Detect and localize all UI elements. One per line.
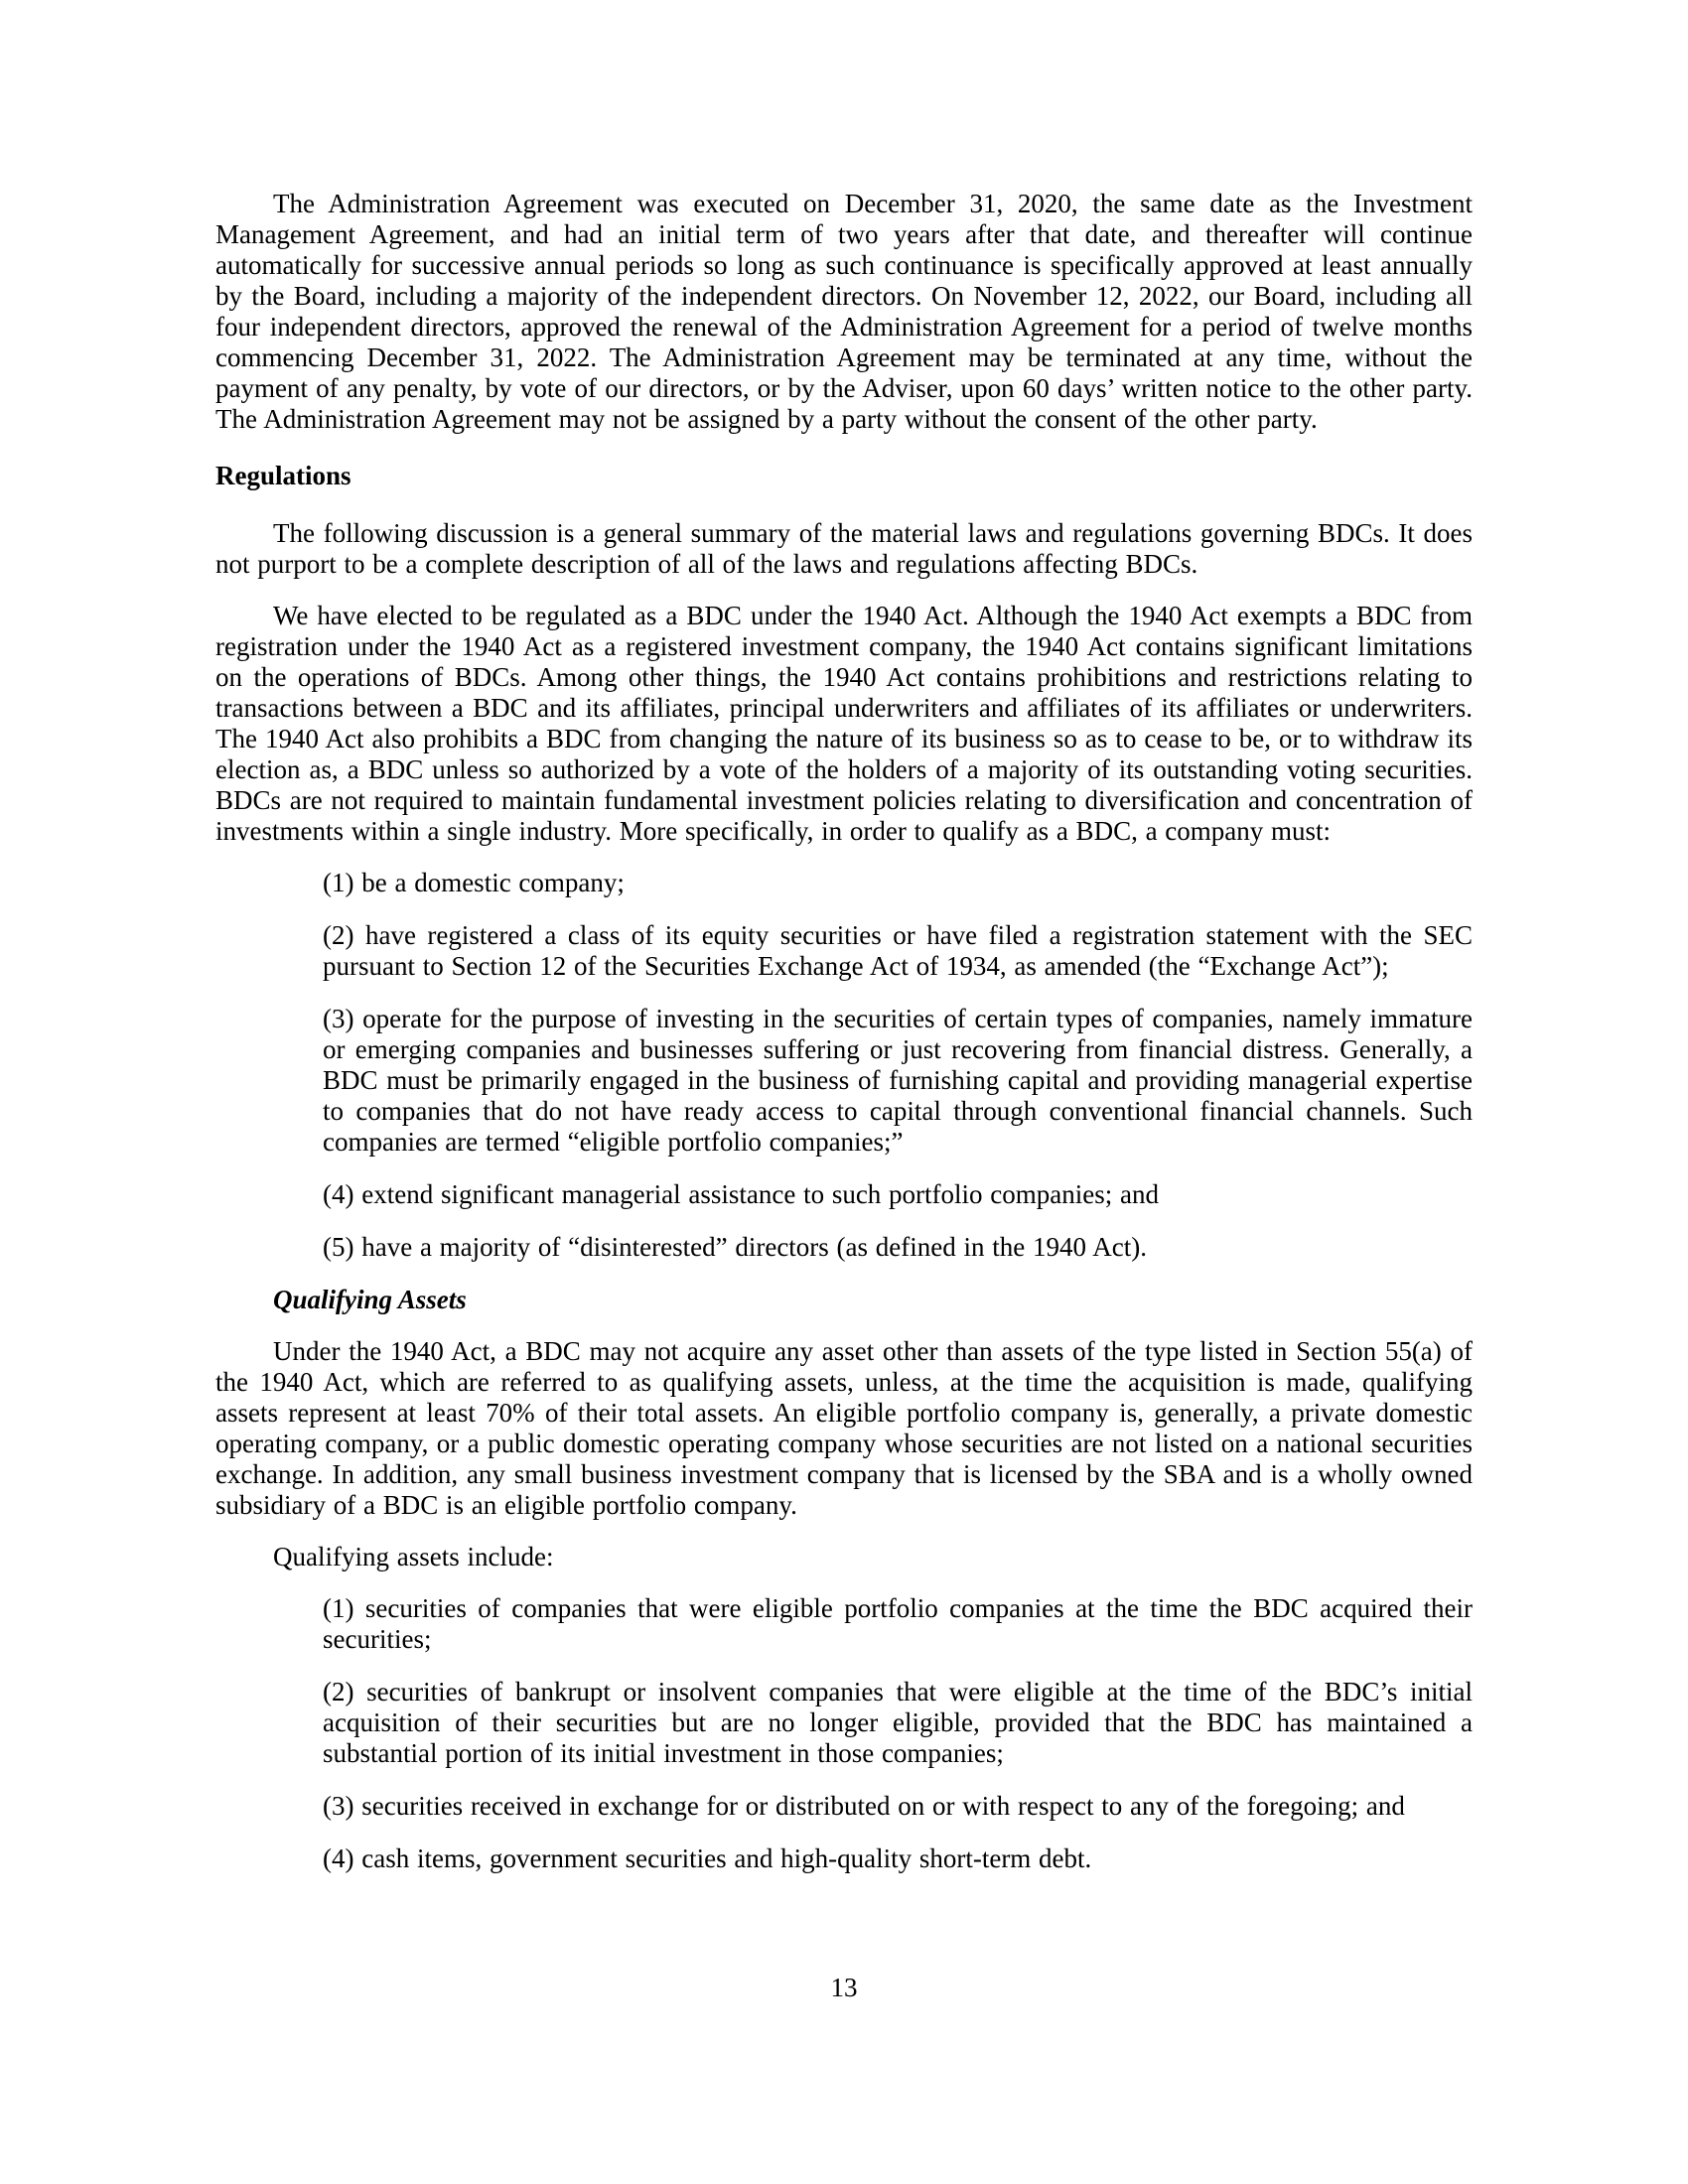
sub-heading-qualifying-assets: Qualifying Assets [273, 1285, 467, 1314]
paragraph-administration-agreement: The Administration Agreement was executed on December 31, 2020, the same date as the Investment Management Agreement, and had an initial term of two years after that date, and thereafter will continue automatically for successive annual periods so long as such continuance is specifically approved at least annually by the Board, including a majority of the independent directors. On November 12, 2022, our Board, including all four independent directors, approved the renewal of the Administration Agreement for a period of twelve months commencing December 31, 2022. The Administration Agreement may be terminated at any time, without the payment of any penalty, by vote of our directors, or by the Adviser, upon 60 days’ written notice to the other party. The Administration Agreement may not be assigned by a party without the consent of the other party. [215, 189, 1473, 434]
list-item: (1) securities of companies that were eligible portfolio companies at the time the BDC acquired their securities; [323, 1593, 1473, 1654]
bdc-requirements-list [215, 868, 1473, 1263]
page-number: 13 [830, 1973, 858, 2002]
document-body [215, 189, 1473, 1896]
paragraph-qualifying-assets-include: Qualifying assets include: [273, 1542, 554, 1571]
list-item: (5) have a majority of “disinterested” directors (as defined in the 1940 Act). [323, 1232, 1147, 1262]
list-item: (4) extend significant managerial assistance to such portfolio companies; and [323, 1179, 1159, 1209]
qualifying-assets-list [215, 1593, 1473, 1874]
list-item: (2) securities of bankrupt or insolvent companies that were eligible at the time of the BDC’s initial acquisition of their securities but are no longer eligible, provided that the BDC has maintained a substantial portion of its initial investment in those companies; [323, 1677, 1473, 1768]
list-item: (2) have registered a class of its equity securities or have filed a registration statement with the SEC pursuant to Section 12 of the Securities Exchange Act of 1934, as amended (the “Exchange Act”); [323, 920, 1473, 981]
list-item: (3) securities received in exchange for or distributed on or with respect to any of the foregoing; and [323, 1791, 1405, 1821]
list-item: (4) cash items, government securities and high-quality short-term debt. [323, 1843, 1092, 1873]
list-item: (1) be a domestic company; [323, 868, 625, 897]
paragraph-qualifying-assets-intro: Under the 1940 Act, a BDC may not acquire any asset other than assets of the type listed in Section 55(a) of the 1940 Act, which are referred to as qualifying assets, unless, at the time the acquisition is made, qualifying assets represent at least 70% of their total assets. An eligible portfolio company is, generally, a private domestic operating company, or a public domestic operating company whose securities are not listed on a national securities exchange. In addition, any small business investment company that is licensed by the SBA and is a wholly owned subsidiary of a BDC is an eligible portfolio company. [215, 1336, 1473, 1520]
section-heading-regulations: Regulations [215, 461, 352, 490]
paragraph-bdc-election: We have elected to be regulated as a BDC under the 1940 Act. Although the 1940 Act exempts a BDC from registration under the 1940 Act as a registered investment company, the 1940 Act contains significant limitations on the operations of BDCs. Among other things, the 1940 Act contains prohibitions and restrictions relating to transactions between a BDC and its affiliates, principal underwriters and affiliates of its affiliates or underwriters. The 1940 Act also prohibits a BDC from changing the nature of its business so as to cease to be, or to withdraw its election as, a BDC unless so authorized by a vote of the holders of a majority of its outstanding voting securities. BDCs are not required to maintain fundamental investment policies relating to diversification and concentration of investments within a single industry. More specifically, in order to qualify as a BDC, a company must: [215, 601, 1473, 846]
list-item: (3) operate for the purpose of investing in the securities of certain types of companies, namely immature or emerging companies and businesses suffering or just recovering from financial distress. Generally, a BDC must be primarily engaged in the business of furnishing capital and providing managerial expertise to companies that do not have ready access to capital through conventional financial channels. Such companies are termed “eligible portfolio companies;” [323, 1004, 1473, 1157]
paragraph-regulations-summary: The following discussion is a general summary of the material laws and regulations governing BDCs. It does not purport to be a complete description of all of the laws and regulations affecting BDCs. [215, 518, 1473, 579]
